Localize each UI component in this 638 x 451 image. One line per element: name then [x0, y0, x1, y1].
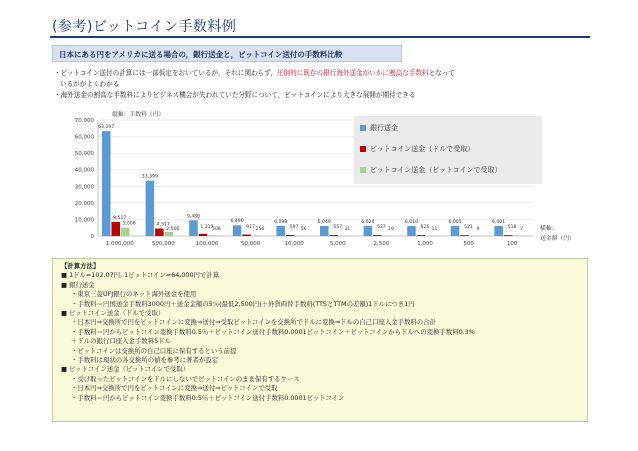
- data-label: 33,399: [141, 174, 158, 180]
- bar-btc-usd: [330, 235, 339, 236]
- data-label: 6,005: [448, 220, 462, 226]
- data-label: 6,098: [274, 219, 288, 225]
- data-label: 256: [255, 227, 265, 232]
- method-line: ■ 1ドル=102.07円, 1ビットコイン=64,000円で計算: [61, 271, 220, 280]
- data-label: 2,506: [166, 227, 180, 232]
- bullet-2: ・海外送金の割高な手数料によりビジネス機会が失われていた分野について，ビットコインにより大きな展開が期待できる: [54, 91, 416, 99]
- bar-btc-btc: [383, 235, 392, 236]
- x-tick-label: 1,000: [417, 241, 433, 247]
- data-label: 11: [431, 227, 438, 232]
- method-line: ・東京三菱UFJ銀行のネット海外送金を使用: [71, 290, 197, 299]
- x-axis-title-unit: 送金額（円）: [540, 236, 575, 242]
- y-tick-label: 60,000: [74, 134, 94, 141]
- bar-bank: [276, 226, 285, 236]
- x-tick-label: 50,000: [240, 241, 261, 247]
- data-label: 557: [333, 225, 343, 230]
- legend-item-btc-usd: [360, 144, 474, 154]
- bar-bank: [146, 181, 155, 236]
- data-label: 6,490: [230, 219, 244, 225]
- x-tick-label: 5,000: [329, 241, 346, 247]
- x-tick-label: 10,000: [284, 241, 304, 247]
- x-tick-label: 500,000: [152, 241, 175, 247]
- bar-bank: [364, 226, 373, 236]
- method-line: ・手数料＝円国送金手数料3000円＋送金金額の5％(最低2,500円)＋外貨両替手数料(TTSとTTMの差額)1ドルにつき1円: [71, 299, 415, 308]
- method-line: ■ ビットコイン送金（ビットコインで受取）: [61, 365, 190, 374]
- bar-bank: [233, 225, 242, 236]
- bar-bank: [494, 226, 503, 236]
- bar-btc-btc: [208, 235, 217, 236]
- bar-btc-usd: [155, 229, 164, 236]
- data-label: 1,317: [200, 225, 214, 230]
- data-label: 6,010: [404, 220, 419, 226]
- data-label: 6,049: [317, 219, 331, 225]
- legend-label-btc-usd: ビットコイン送金（ドルで受取）: [370, 145, 475, 153]
- method-heading: 【計算方法】: [61, 262, 100, 270]
- data-label: 9,480: [186, 214, 201, 220]
- bar-btc-btc: [295, 235, 304, 236]
- x-tick-label: 100,000: [195, 241, 219, 247]
- bar-bank: [189, 220, 198, 236]
- legend-label-btc-btc: ビットコイン送金（ビットコインで受取）: [370, 166, 502, 174]
- bar-btc-btc: [426, 235, 435, 236]
- comparison-heading: 日本にある円をアメリカに送る場合の，銀行送金と，ビットコイン送付の手数料比較: [52, 45, 402, 62]
- data-label: 525: [420, 225, 430, 230]
- legend-swatch-btc-btc: [360, 167, 366, 173]
- bar-btc-usd: [112, 222, 121, 236]
- data-label: 8,517: [113, 215, 127, 221]
- y-tick-label: 40,000: [74, 167, 94, 174]
- summary-bullets: [54, 68, 594, 101]
- y-tick-label: 30,000: [74, 184, 94, 191]
- bar-bank: [102, 131, 111, 236]
- x-axis-title: 横軸：: [540, 226, 558, 232]
- method-line: ■ 銀行送金: [61, 280, 95, 289]
- bar-btc-usd: [417, 235, 426, 236]
- method-line: ・日本円⇒交換所で円をビットコインに変換⇒送付⇒ビットコインで受取: [71, 384, 278, 393]
- page-title: (参考)ビットコイン手数料例: [52, 19, 237, 35]
- bar-bank: [451, 226, 460, 236]
- bar-btc-usd: [199, 234, 208, 236]
- data-label: 19: [387, 227, 394, 232]
- method-line: ・受け取ったビットコインをドルにしないでビットコインのまま保有するケース: [71, 374, 300, 383]
- bar-btc-usd: [242, 234, 251, 236]
- y-tick-label: 10,000: [74, 217, 94, 224]
- bar-bank: [320, 226, 329, 236]
- data-label: 597: [289, 225, 299, 230]
- data-label: 917: [246, 225, 255, 230]
- bar-btc-btc: [513, 235, 522, 236]
- legend-item-btc-btc: [360, 165, 501, 175]
- bar-btc-btc: [339, 235, 348, 236]
- data-label: 56: [300, 227, 307, 232]
- method-line: ・ビットコインは交換所の自己口座に保有するという前提: [71, 346, 237, 355]
- data-label: 31: [344, 227, 351, 232]
- y-tick-label: 0: [90, 234, 94, 240]
- bar-btc-usd: [460, 235, 469, 236]
- y-axis-title: 縦軸：手数料（円）: [112, 112, 165, 118]
- y-tick-label: 70,000: [74, 118, 94, 124]
- bullet-1: [54, 68, 594, 79]
- y-tick-label: 20,000: [74, 200, 94, 207]
- bar-btc-usd: [286, 235, 295, 236]
- bullet-1-highlight: 圧倒的に既存の銀行海外送金がいかに割高な手数料: [276, 69, 429, 77]
- bar-btc-btc: [121, 228, 130, 236]
- method-line: ・日本円⇒交換所で円をビットコインに変換⇒送付⇒受取ビットコインを交換所でドルに変換⇒ドルの自己口座入金手数料の合計: [71, 318, 436, 327]
- method-line: ■ ビットコイン送金（ドルで受取）: [61, 309, 165, 318]
- bullet-1-text-b: となって: [428, 69, 455, 77]
- x-tick-label: 1,000,000: [105, 241, 134, 247]
- method-line: ・手数料＝円からビットコイン変換手数料0.5％＋ビットコイン送付手数料0.0001ビットコイン: [71, 393, 345, 402]
- data-label: 518: [507, 225, 517, 230]
- legend-swatch-btc-usd: [360, 146, 366, 152]
- data-label: 6,024: [361, 220, 375, 226]
- bar-btc-btc: [165, 232, 174, 236]
- data-label: 7: [520, 227, 524, 232]
- legend-item-bank: [360, 123, 398, 133]
- calculation-method-box: [52, 258, 588, 422]
- bar-btc-btc: [470, 235, 479, 236]
- y-tick-label: 50,000: [74, 151, 94, 158]
- bar-btc-usd: [504, 235, 513, 236]
- title-underline: [50, 36, 590, 38]
- x-tick-label: 100: [506, 241, 518, 247]
- method-line: ・手数料は現状の各交換所の値を参考に著者が設定: [71, 356, 218, 365]
- bar-btc-btc: [252, 235, 260, 236]
- data-label: 9: [476, 227, 480, 232]
- x-tick-label: 2,500: [373, 241, 390, 247]
- chart-legend: [354, 116, 542, 184]
- data-label: 4,517: [156, 222, 170, 228]
- method-line: ・手数料＝円からビットコイン変換手数料0.5％＋ビットコイン送付手数料0.0001ビットコイン＋ビットコインからドルへの変換手数料0.3%: [71, 327, 475, 336]
- data-label: 537: [376, 225, 386, 230]
- data-label: 521: [464, 225, 473, 230]
- bar-bank: [407, 226, 416, 236]
- data-label: 506: [212, 227, 221, 232]
- legend-label-bank: 銀行送金: [370, 124, 398, 132]
- x-tick-label: 500: [463, 241, 474, 247]
- legend-swatch-bank: [360, 125, 366, 131]
- bullet-1-text-a: ・ビットコイン送付の計算には一部仮定をおいているが，それに関わらず，: [54, 69, 277, 77]
- data-label: 6,001: [492, 220, 506, 226]
- bullet-1-cont: いるかがよくわかる: [60, 80, 120, 88]
- bar-btc-usd: [373, 235, 382, 236]
- data-label: 63,297: [98, 125, 115, 131]
- method-line: ＋ドルの銀行口座入金手数料5ドル: [71, 337, 171, 346]
- data-label: 5,006: [122, 221, 136, 227]
